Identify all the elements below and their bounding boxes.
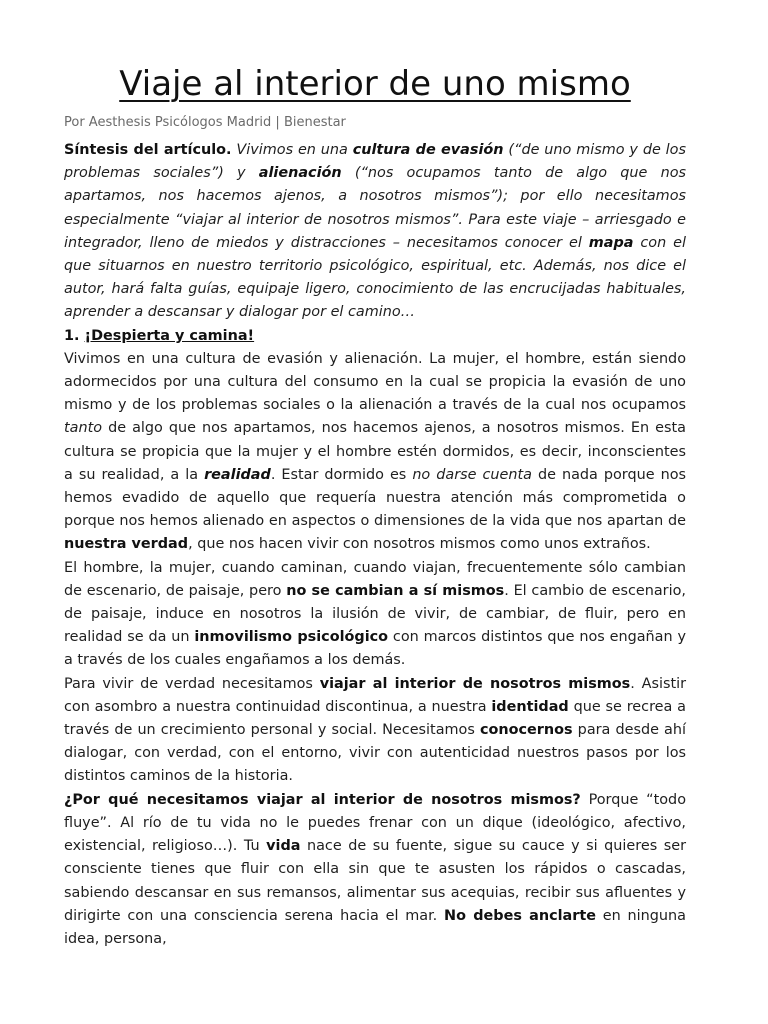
bold-text: vida <box>266 838 301 855</box>
paragraph-text: de nada porque nos hemos evadido de aquello que requería nuestra atención más comprometida o porque nos hemos alienado en aspectos o dimensiones de la vida que nos apartan de <box>64 466 687 530</box>
paragraph-text: Para vivir de verdad necesitamos <box>64 675 320 692</box>
paragraph-text: con marcos distintos que nos engañan y a través de los cuales engañamos a los demás. <box>64 629 686 669</box>
synthesis-text: Vivimos en una <box>231 142 353 158</box>
paragraph-text: que se recrea a través de un crecimiento personal y social. Necesitamos <box>64 698 687 739</box>
paragraph-text: Vivimos en una cultura de evasión y alienación. La mujer, el hombre, están siendo adormecidos por una cultura del consumo en la cual se propicia la evasión de uno mismo y de los problemas sociales o la alienación a través de la cual nos ocupamos <box>64 350 686 414</box>
bold-text: identidad <box>491 698 569 715</box>
bold-text: ¿Por qué necesitamos viajar al interior de nosotros mismos? <box>64 791 581 808</box>
section-number: 1. <box>64 327 85 344</box>
byline-category[interactable]: Bienestar <box>283 115 346 130</box>
paragraph-text: El hombre, la mujer, cuando caminan, cuando viajan, frecuentemente sólo cambian de escenario, de paisaje, pero <box>64 559 686 599</box>
paragraph-4 <box>64 789 686 951</box>
paragraph-text: . Estar dormido es <box>270 466 413 483</box>
paragraph-text: nace de su fuente, sigue su cauce y si quieres ser consciente tienes que fluir con ella sin que te asusten los rápidos o cascadas, sabiendo descansar en sus remansos, alimentar sus acequias, recibir sus afluentes y dirigirte con una consciencia serena hacia el mar. <box>64 838 686 924</box>
article-body <box>64 139 686 951</box>
page-title: Viaje al interior de uno mismo <box>119 64 631 104</box>
section-heading-text: ¡Despierta y camina! <box>84 327 255 344</box>
paragraph-1 <box>64 348 686 557</box>
bold-text: viajar al interior de nosotros mismos <box>319 675 631 692</box>
bold-text: nuestra verdad <box>64 536 189 553</box>
section-heading <box>64 325 686 348</box>
byline-author[interactable]: Por Aesthesis Psicólogos Madrid <box>64 115 272 130</box>
synthesis-bold: alienación <box>258 165 342 182</box>
synthesis-paragraph <box>64 139 686 325</box>
synthesis-bold: mapa <box>588 234 634 251</box>
bold-text: inmovilismo psicológico <box>194 629 389 646</box>
paragraph-text: . Asistir con asombro a nuestra continuidad discontinua, a nuestra <box>64 675 686 715</box>
synthesis-bold: cultura de evasión <box>352 142 504 158</box>
bold-italic-text: realidad <box>204 466 271 483</box>
italic-text: tanto <box>64 420 103 437</box>
paragraph-3 <box>64 673 686 789</box>
paragraph-2 <box>64 557 686 673</box>
paragraph-text: para desde ahí dialogar, con verdad, con el entorno, vivir con autenticidad nuestros pasos por los distintos caminos de la historia. <box>64 722 686 785</box>
synthesis-text: con el que situarnos en nuestro territorio psicológico, espiritual, etc. Además, nos dice el autor, hará falta guías, equipaje ligero, conocimiento de las encrucijadas habituales, aprender a descansar y dialogar por el camino… <box>64 234 686 321</box>
byline-separator: | <box>271 115 284 130</box>
paragraph-text: de algo que nos apartamos, nos hacemos ajenos, a nosotros mismos. En esta cultura se propicia que la mujer y el hombre estén dormidos, es decir, inconscientes a su realidad, a la <box>64 420 686 483</box>
paragraph-text: . El cambio de escenario, de paisaje, induce en nosotros la ilusión de vivir, de cambiar, de fluir, pero en realidad se da un <box>64 582 686 646</box>
synthesis-label: Síntesis del artículo. <box>64 142 232 158</box>
paragraph-text: en ninguna idea, persona, <box>64 907 686 947</box>
bold-text: no se cambian a sí mismos <box>286 582 505 599</box>
bold-text: No debes anclarte <box>444 907 596 924</box>
italic-text: no darse cuenta <box>412 466 532 483</box>
paragraph-text: , que nos hacen vivir con nosotros mismos como unos extraños. <box>188 536 651 553</box>
synthesis-text: (“de uno mismo y de los problemas sociales”) y <box>64 142 686 182</box>
bold-text: conocernos <box>479 722 573 739</box>
paragraph-text: Porque “todo fluye”. Al río de tu vida no le puedes frenar con un dique (ideológico, afectivo, existencial, religioso…). Tu <box>64 791 686 855</box>
byline <box>64 113 686 133</box>
synthesis-text: (“nos ocupamos tanto de algo que nos apartamos, nos hacemos ajenos, a nosotros mismos”); por ello necesitamos especialmente “viajar al interior de nosotros mismos”. Para este viaje – arriesgado e integrador, lleno de miedos y distracciones – necesitamos conocer el <box>64 165 686 251</box>
